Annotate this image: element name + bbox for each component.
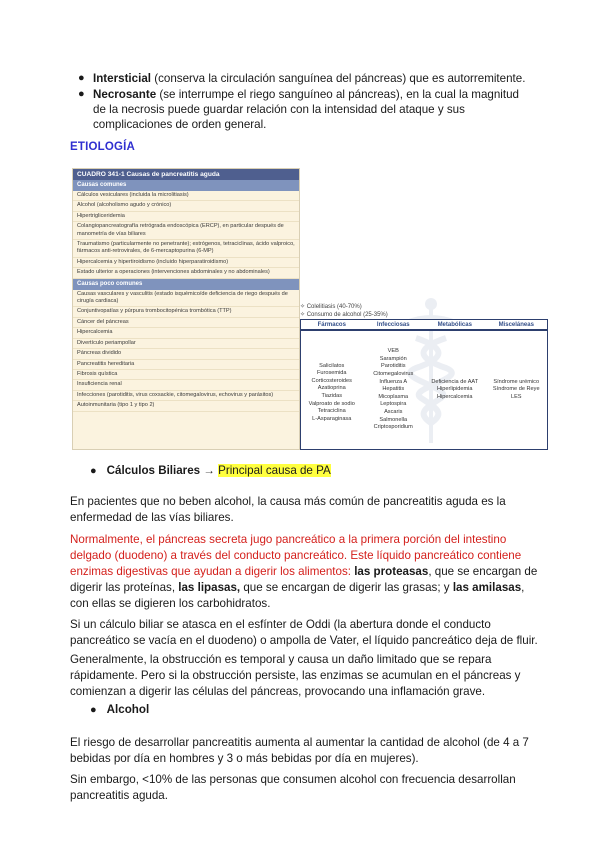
bullet-term: Intersticial bbox=[93, 72, 151, 85]
paragraph-6: Sin embargo, <10% de las personas que consumen alcohol con frecuencia desarrollan pancreatitis aguda. bbox=[70, 773, 516, 802]
calculos-title: Cálculos Biliares → bbox=[106, 464, 215, 477]
table-cell: VEB bbox=[387, 348, 399, 355]
table-rare-rows bbox=[73, 290, 299, 412]
bullet-dot-icon: ● bbox=[90, 465, 97, 477]
table-cell: Hepatitis bbox=[382, 386, 405, 393]
table-band-rare: Causas poco comunes bbox=[73, 279, 299, 290]
bullet-necrosante bbox=[78, 87, 548, 132]
bullet-dot-icon: ● bbox=[90, 704, 97, 716]
paragraph-5: El riesgo de desarrollar pancreatitis aumenta al aumentar la cantidad de alcohol (de 4 a 7 bebidas por día en hombres y 3 o más bebidas por día en mujeres). bbox=[70, 736, 529, 765]
table-cell: Azatioprina bbox=[317, 385, 346, 392]
table-row: Traumatismo (particularmente no penetrante); estrógenos, tetraciclinas, ácido valproico, fármacos anti-retrovirales, de 6-mercaptopurina (6-MP) bbox=[73, 240, 299, 258]
table-cell: Criptosporidium bbox=[373, 424, 413, 431]
etiology-table-header bbox=[301, 320, 547, 331]
table-row: Insuficiencia renal bbox=[73, 380, 299, 390]
bullet-intersticial bbox=[78, 71, 548, 86]
table-cell: LES bbox=[510, 393, 522, 400]
bullet-dot-icon: ● bbox=[78, 88, 85, 100]
bullet-text: de la necrosis puede guardar relación con la intensidad del ataque y sus bbox=[93, 103, 465, 116]
table-cell: Citomegalovirus bbox=[373, 371, 414, 378]
table-row: Cáncer del páncreas bbox=[73, 318, 299, 328]
section-title: ETIOLOGÍA bbox=[70, 141, 136, 153]
column-farmacos bbox=[301, 331, 363, 449]
table-row: Estado ulterior a operaciones (intervenciones abdominales y no abdominales) bbox=[73, 268, 299, 278]
table-cell: Furosemida bbox=[316, 370, 347, 377]
side-notes bbox=[300, 303, 388, 319]
table-cell: Síndrome de Reye bbox=[492, 386, 540, 393]
table-cell: Salicilatos bbox=[319, 362, 345, 369]
paragraph-1: En pacientes que no beben alcohol, la causa más común de pancreatitis aguda es la enfermedad de las vías biliares. bbox=[70, 495, 506, 524]
alcohol-heading bbox=[90, 703, 149, 716]
table-cell: Valproato de sodio bbox=[308, 400, 355, 407]
table-row: Infecciones (parotiditis, virus coxsackie, citomegalovirus, echovirus y parásitos) bbox=[73, 391, 299, 401]
table-cell: Parotiditis bbox=[380, 363, 406, 370]
bullet-dot-icon: ● bbox=[78, 72, 85, 84]
column-metabolicas bbox=[424, 331, 486, 449]
paragraph-2: Normalmente, el páncreas secreta jugo pancreático a la primera porción del intestino delgado (duodeno) a través del conducto pancreático. Este líquido pancreático contiene enzimas digestivas que ayudan a digerir los alimentos: las proteasas, que se encargan de digerir las proteínas, las lipasas, que se encargan de digerir las grasas; y las amilasas, con ellas se digieren los carbohidratos. bbox=[70, 533, 538, 610]
etiology-table bbox=[300, 319, 548, 450]
table-cell: Tiazidas bbox=[321, 393, 343, 399]
table-cell: Hipercalcemia bbox=[437, 393, 473, 400]
column-miscelaneas bbox=[486, 331, 548, 449]
bullet-text: (conserva la circulación sanguínea del páncreas) que es autorremitente. bbox=[151, 72, 526, 85]
table-row: Causas vasculares y vasculitis (estado isquémico/de deficiencia de riego después de cirugía cardiaca) bbox=[73, 290, 299, 308]
table-cell: Corticosteroides bbox=[311, 377, 352, 384]
table-row: Divertículo periampollar bbox=[73, 339, 299, 349]
table-row: Pancreatitis hereditaria bbox=[73, 360, 299, 370]
table-row: Conjuntivopatías y púrpura trombocitopénica trombótica (TTP) bbox=[73, 307, 299, 317]
table-title: CUADRO 341-1 Causas de pancreatitis aguda bbox=[73, 169, 299, 180]
table-row: Fibrosis quística bbox=[73, 370, 299, 380]
etiology-table-body bbox=[301, 331, 547, 449]
table-row: Colangiopancreatografía retrógrada endoscópica (ERCP), en particular después de manometría de vías biliares bbox=[73, 222, 299, 240]
alcohol-title: Alcohol bbox=[106, 703, 150, 716]
table-cell: Tetraciclina bbox=[317, 408, 346, 415]
table-row: Hipercalcemia y hipertiroidismo (incluido hiperparatiroidismo) bbox=[73, 258, 299, 268]
table-cell: Salmonella bbox=[379, 416, 408, 423]
header-farmacos: Fármacos bbox=[301, 320, 363, 331]
side-note: ✧ Consumo de alcohol (25-35%) bbox=[300, 312, 388, 318]
table-cell: Síndrome urémico bbox=[493, 378, 540, 385]
subtype-bullet-list bbox=[78, 71, 548, 132]
table-row: Alcohol (alcoholismo agudo y crónico) bbox=[73, 201, 299, 211]
header-metabolicas: Metabólicas bbox=[424, 320, 486, 331]
table-cell: Deficiencia de AAT bbox=[431, 378, 479, 385]
paragraph-4: Generalmente, la obstrucción es temporal y causa un daño limitado que se repara rápidamente. Pero si la obstrucción persiste, las enzimas se acumulan en el páncreas y comienzan a digerir las células del páncreas, provocando una inflamación grave. bbox=[70, 653, 521, 698]
table-common-rows bbox=[73, 191, 299, 279]
table-row: Hipertrigliceridemia bbox=[73, 212, 299, 222]
bullet-text: (se interrumpe el riego sanguíneo al páncreas), en la cual la magnitud bbox=[156, 88, 519, 101]
highlighted-text: Principal causa de PA bbox=[218, 464, 331, 477]
header-infecciosas: Infecciosas bbox=[363, 320, 425, 331]
table-band-common: Causas comunes bbox=[73, 180, 299, 191]
header-miscelaneas: Misceláneas bbox=[486, 320, 548, 331]
table-cell: Hiperlipidemia bbox=[437, 386, 473, 393]
side-note: ✧ Colelitiasis (40-70%) bbox=[300, 304, 362, 310]
table-cell: Sarampión bbox=[379, 355, 407, 362]
table-row: Autoinmunitaria (tipo 1 y tipo 2) bbox=[73, 401, 299, 411]
bullet-term: Necrosante bbox=[93, 88, 157, 101]
causes-table bbox=[72, 168, 300, 450]
table-cell: Leptospira bbox=[380, 401, 407, 408]
bullet-text: complicaciones de orden general. bbox=[93, 118, 267, 131]
table-cell: Ascaris bbox=[384, 408, 403, 415]
table-cell: L-Asparaginasa bbox=[312, 415, 352, 422]
calculos-heading bbox=[90, 464, 331, 477]
table-cell: Micoplasma bbox=[378, 393, 409, 400]
paragraph-3: Si un cálculo biliar se atasca en el esfínter de Oddi (la abertura donde el conducto pancreático se vacía en el duodeno) o ampolla de Vater, el líquido pancreático deja de fluir. bbox=[70, 618, 538, 647]
column-infecciosas bbox=[363, 331, 425, 449]
table-cell: Influenza A bbox=[379, 378, 408, 385]
table-row: Cálculos vesiculares (incluida la microlitiasis) bbox=[73, 191, 299, 201]
table-row: Páncreas dividido bbox=[73, 349, 299, 359]
table-row: Hipercalcemia bbox=[73, 328, 299, 338]
